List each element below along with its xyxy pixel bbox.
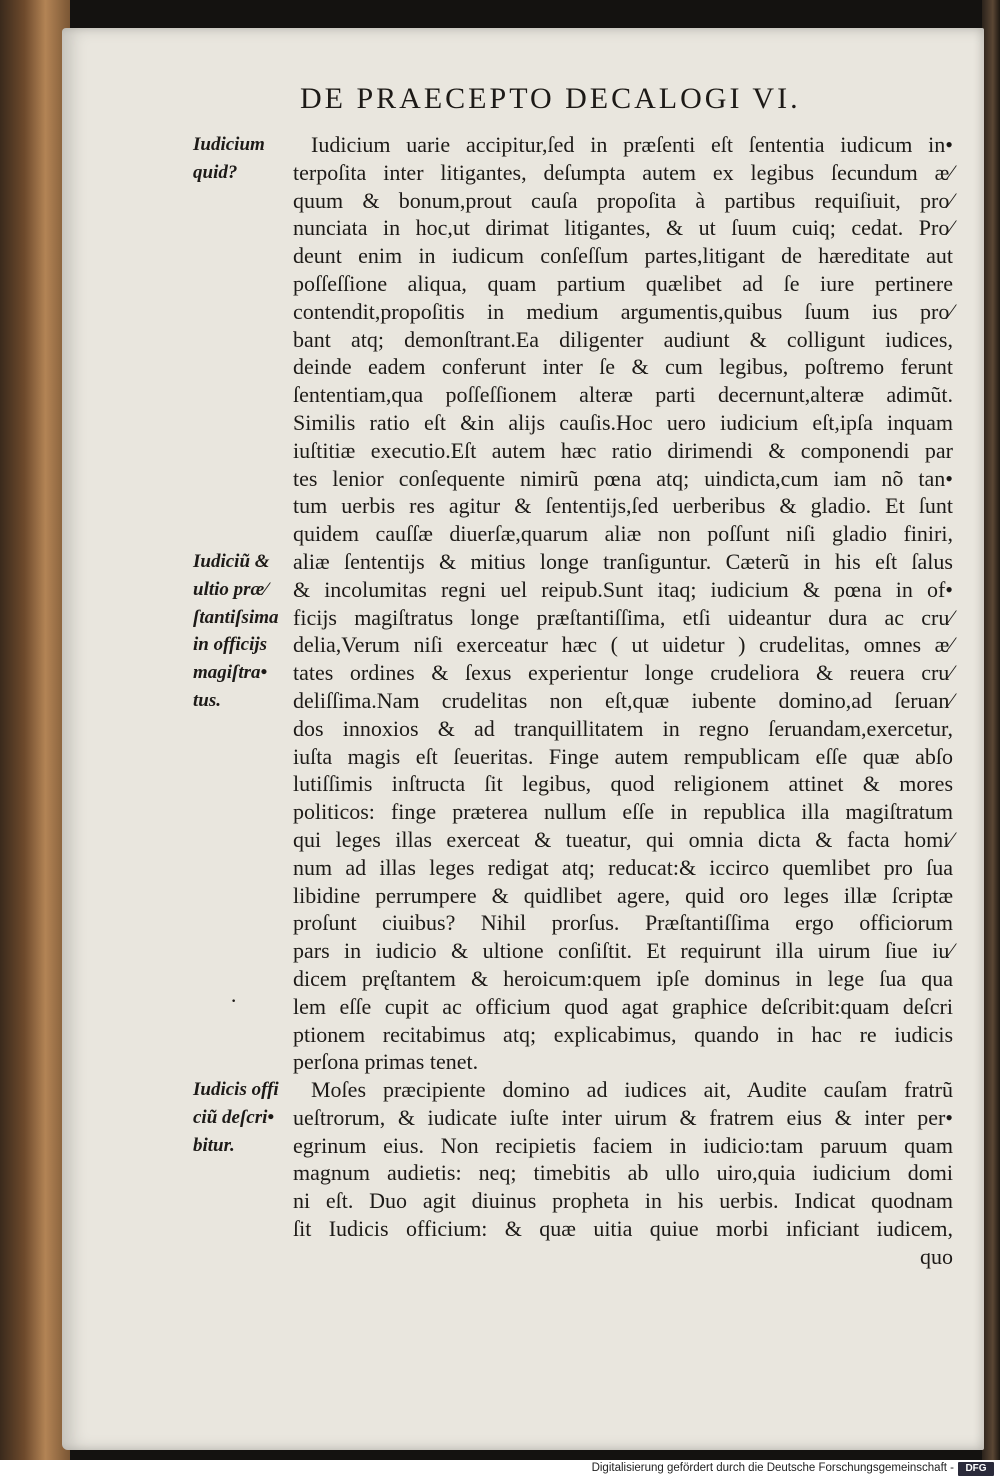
text-line: ptionem recitabimus atq; explicabimus, quando in hac re iudicis bbox=[293, 1021, 953, 1047]
margin-note-line: tus. bbox=[193, 689, 221, 711]
text-line: num ad illas leges redigat atq; reducat:& iccirco quemlibet pro ſua bbox=[293, 854, 953, 880]
book-edge-right bbox=[982, 0, 1000, 1460]
text-line: egrinum eius. Non recipietis faciem in iudicio:tam paruum quam bbox=[293, 1132, 953, 1158]
text-line: qui leges illas exerceat & tueatur, qui omnia dicta & facta homi⁄ bbox=[293, 826, 953, 852]
text-line: pars in iudicio & ultione conſiſtit. Et requirunt illa uirum ſiue iu⁄ bbox=[293, 938, 953, 964]
text-line: ſit Iudicis officium: & quæ uitia quiue morbi inficiant iudicem, bbox=[293, 1216, 953, 1242]
margin-note-iudicis-officium bbox=[193, 1076, 291, 1159]
dfg-logo: DFG bbox=[958, 1462, 994, 1476]
text-line: deunt enim in iudicum conſeſſum partes,litigant de hæreditate aut bbox=[293, 243, 953, 269]
text-line: terpoſita inter litigantes, deſumpta autem ex legibus ſecundum æ⁄ bbox=[293, 159, 953, 185]
text-line: Iudicium uarie accipitur,ſed in præſenti eſt ſententia iudicum in• bbox=[311, 132, 953, 157]
body-text bbox=[293, 131, 953, 1271]
text-line: contendit,propoſitis in medium argumentis,quibus ſuum ius pro⁄ bbox=[293, 298, 953, 324]
text-line: ni eſt. Duo agit diuinus propheta in his uerbis. Indicat quodnam bbox=[293, 1188, 953, 1214]
text-line: quidem cauſſæ diuerſæ,quarum aliæ non poſſunt niſi gladio finiri, bbox=[293, 521, 953, 547]
text-line: deinde eadem conferunt inter ſe & cum legibus, poſtremo ferunt bbox=[293, 354, 953, 380]
text-line: quum & bonum,prout cauſa propoſita à partibus requiſiuit, pro⁄ bbox=[293, 187, 953, 213]
text-line: Similis ratio eſt &in alijs cauſis.Hoc uero iudicium eſt,ipſa inquam bbox=[293, 409, 953, 435]
footer-credit: Digitalisierung gefördert durch die Deutsche Forschungsgemeinschaft - bbox=[591, 1462, 954, 1474]
text-line: perſona primas tenet. bbox=[293, 1049, 479, 1075]
text-line: dicem pręſtantem & heroicum:quem ipſe dominus in lege ſua qua bbox=[293, 965, 953, 991]
text-line: iuſtitiæ executio.Eſt autem hæc ratio dirimendi & componendi par bbox=[293, 437, 953, 463]
text-line: ſententiam,qua poſſeſſionem alteræ parti decernunt,alteræ adimũt. bbox=[293, 382, 953, 408]
margin-note-line: in officijs bbox=[193, 634, 268, 656]
text-line: politicos: finge præterea nullum eſſe in republica illa magiſtratum bbox=[293, 799, 953, 825]
running-header: DE PRAECEPTO DECALOGI VI. bbox=[300, 82, 801, 115]
margin-note-iudicium-ultio bbox=[193, 548, 291, 715]
margin-note-line: ciũ deſcri• bbox=[193, 1106, 275, 1128]
text-line: tum uerbis res agitur & ſententijs,ſed uerberibus & gladio. Et ſunt bbox=[293, 493, 953, 519]
margin-dot-mark: · bbox=[230, 988, 238, 1013]
text-line: bant atq; demonſtrant.Ea diligenter audiunt & colligunt iudices, bbox=[293, 326, 953, 352]
margin-note-iudicium-quid bbox=[193, 131, 291, 187]
text-line: magnum audietis: neq; timebitis ab ullo uiro,quia iudicium domi bbox=[293, 1160, 953, 1186]
margin-note-line: Iudicis offi bbox=[193, 1079, 279, 1100]
text-line: tes lenior conſequente nimirũ pœna atq; uindicta,cum iam nõ tan• bbox=[293, 465, 953, 491]
text-line: nunciata in hoc,ut dirimat litigantes, & ut ſuum cuiq; cedat. Pro⁄ bbox=[293, 215, 953, 241]
margin-note-line: Iudicium bbox=[193, 134, 265, 155]
margin-note-line: magiſtra• bbox=[193, 662, 268, 684]
text-line: aliæ ſententijs & mitius longe tranſiguntur. Cæterũ in his eſt ſalus bbox=[293, 548, 953, 574]
text-line: tates ordines & ſexus experientur longe crudeliora & reuera cru⁄ bbox=[293, 660, 953, 686]
margin-note-line: bitur. bbox=[193, 1134, 235, 1156]
text-line: delia,Verum niſi exerceatur hæc ( ut uidetur ) crudelitas, omnes æ⁄ bbox=[293, 632, 953, 658]
text-line: Moſes præcipiente domino ad iudices ait, Audite cauſam fratrũ bbox=[311, 1077, 953, 1103]
text-line: ueſtrorum, & iudicate iuſte inter uirum & fratrem eius & inter per• bbox=[293, 1104, 953, 1130]
text-line: proſunt ciuibus? Nihil prorſus. Præſtantiſſima ergo officiorum bbox=[293, 910, 953, 936]
text-line: ficijs magiſtratus longe præſtantiſſima, etſi uideantur dura ac cru⁄ bbox=[293, 604, 953, 630]
text-line: lutiſſimis inſtructa ſit legibus, quod religionem attinet & mores bbox=[293, 771, 953, 797]
margin-note-line: ultio præ⁄ bbox=[193, 578, 268, 600]
text-line: poſſeſſione aliqua, quam partium quælibet ad ſe iure pertinere bbox=[293, 270, 953, 296]
text-line: dos innoxios & ad tranquillitatem in regno ſeruandam,exercetur, bbox=[293, 715, 953, 741]
text-line: quo bbox=[920, 1243, 953, 1269]
text-line: iuſta magis eſt ſeueritas. Finge autem rempublicam eſſe quæ abſo bbox=[293, 743, 953, 769]
margin-note-line: ſtantiſsima bbox=[193, 606, 279, 628]
text-line: & incolumitas regni uel reipub.Sunt itaq; iudicium & pœna in of• bbox=[293, 576, 953, 602]
text-line: libidine perrumpere & quidlibet agere, quid oro leges illæ ſcriptæ bbox=[293, 882, 953, 908]
margin-note-line: quid? bbox=[193, 161, 238, 183]
text-line: deliſſima.Nam crudelitas non eſt,quæ iubente domino,ad ſeruan⁄ bbox=[293, 687, 953, 713]
book-edge-left bbox=[0, 0, 70, 1460]
margin-note-line: Iudiciũ & bbox=[193, 551, 270, 572]
text-line: lem eſſe cupit ac officium quod agat graphice deſcribit:quam deſcri bbox=[293, 993, 953, 1019]
